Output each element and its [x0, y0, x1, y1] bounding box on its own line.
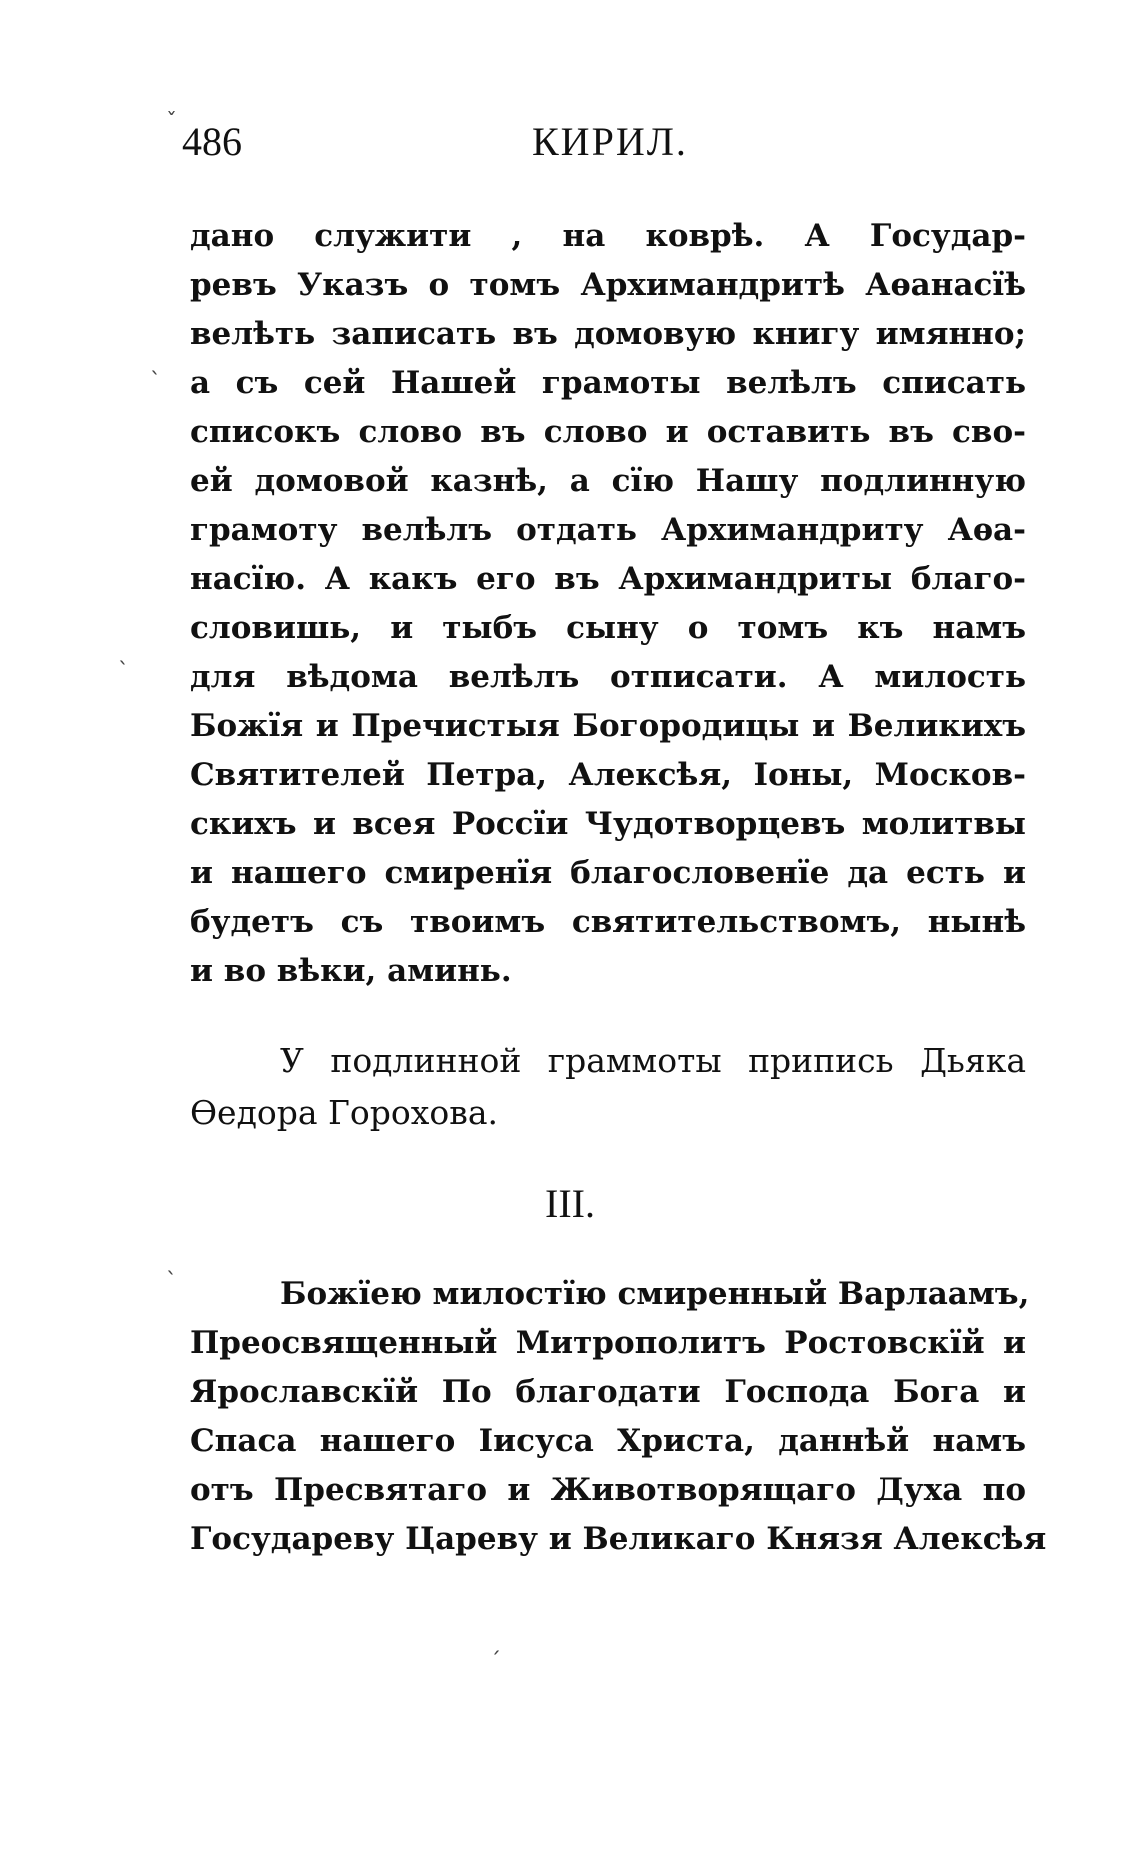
text-line: Спаса нашего Іисуса Христа, даннѣй намъ: [190, 1423, 1026, 1459]
signature-note: [190, 1035, 1026, 1139]
scan-speck: ˇ: [166, 110, 177, 135]
text-line: дано служити , на коврѣ. А Государ-: [190, 218, 1026, 254]
text-line: Преосвященный Митрополитъ Ростовскїй и: [190, 1325, 1026, 1361]
text-line: велѣть записать въ домовую книгу имянно;: [190, 316, 1026, 352]
text-line: грамоту велѣлъ отдать Архимандриту Аѳа-: [190, 512, 1026, 548]
scan-speck: ˎ: [166, 1250, 177, 1275]
text-line: Святителей Петра, Алексѣя, Іоны, Москов-: [190, 757, 1026, 793]
text-line: для вѣдома велѣлъ отписати. А милость: [190, 659, 1026, 695]
text-line: скихъ и всея Россїи Чудотворцевъ молитвы: [190, 806, 1026, 842]
page-number: 486: [182, 119, 242, 164]
running-title: КИРИЛ.: [532, 119, 688, 164]
text-line: и во вѣки, аминь.: [190, 953, 512, 989]
text-line: списокъ слово въ слово и оставить въ сво-: [190, 414, 1026, 450]
paragraph-varlaam-text: [190, 1270, 1047, 1564]
scan-speck: ˏ: [490, 1630, 501, 1655]
text-line: Ярославскїй По благодати Господа Бога и: [190, 1374, 1026, 1410]
text-line: ревъ Указъ о томъ Архимандритѣ Аѳанасїѣ: [190, 267, 1026, 303]
section-number: III.: [545, 1181, 595, 1226]
paragraph-charter-text: [190, 212, 1026, 996]
text-line: а съ сей Нашей грамоты велѣлъ списать: [190, 365, 1026, 401]
text-line: насїю. А какъ его въ Архимандриты благо-: [190, 561, 1026, 597]
scan-speck: ˎ: [118, 640, 129, 665]
text-line: будетъ съ твоимъ святительствомъ, нынѣ: [190, 904, 1026, 940]
text-line: отъ Пресвятаго и Животворящаго Духа по: [190, 1472, 1026, 1508]
text-line: ей домовой казнѣ, а сїю Нашу подлинную: [190, 463, 1026, 499]
text-line: Государеву Цареву и Великаго Князя Алексѣя: [190, 1521, 1047, 1557]
text-line: Божїя и Пречистыя Богородицы и Великихъ: [190, 708, 1026, 744]
note-line: Ѳедора Горохова.: [190, 1093, 498, 1132]
scan-speck: ˎ: [150, 350, 161, 375]
note-line: У подлинной граммоты припись Дьяка: [280, 1041, 1026, 1080]
text-line: словишь, и тыбъ сыну о томъ къ намъ: [190, 610, 1026, 646]
text-line: и нашего смиренїя благословенїе да есть и: [190, 855, 1026, 891]
text-line: Божїею милостїю смиренный Варлаамъ,: [280, 1276, 1030, 1312]
